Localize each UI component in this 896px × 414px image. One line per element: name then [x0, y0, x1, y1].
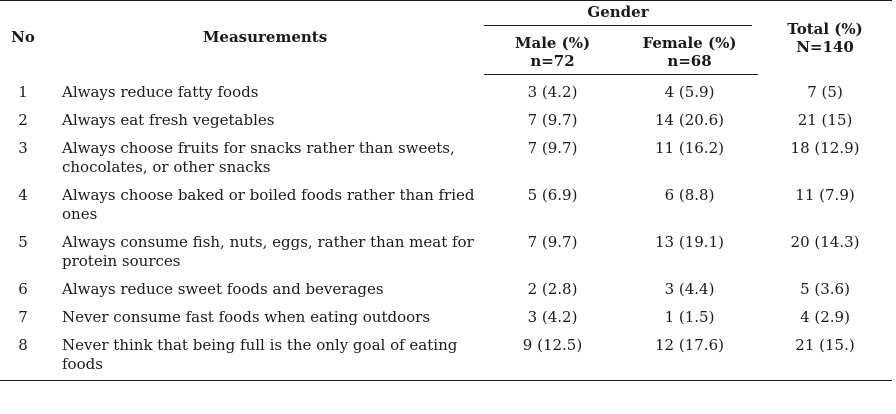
cell-no: 7	[18, 308, 28, 326]
table-header	[0, 1, 892, 75]
cell-measurement: Always choose baked or boiled foods rather than fried ones	[62, 186, 475, 223]
cell-female: 6 (8.8)	[664, 186, 715, 204]
cell-no: 3	[18, 139, 28, 157]
cell-total: 18 (12.9)	[790, 139, 860, 157]
table-row	[0, 181, 892, 228]
cell-no: 2	[18, 111, 28, 129]
cell-total: 5 (3.6)	[800, 280, 850, 298]
header-female-label: Female (%)	[642, 34, 737, 52]
cell-no: 1	[18, 82, 28, 101]
cell-female: 14 (20.6)	[655, 111, 724, 129]
table-row	[0, 106, 892, 134]
cell-male: 9 (12.5)	[484, 331, 621, 381]
cell-measurement: Always eat fresh vegetables	[62, 111, 275, 129]
header-total-n: N=140	[796, 37, 854, 56]
cell-measurement: Never consume fast foods when eating outdoors	[62, 308, 431, 326]
header-measurements: Measurements	[46, 1, 484, 75]
cell-measurement: Always consume fish, nuts, eggs, rather than meat for protein sources	[62, 233, 474, 270]
cell-male: 7 (9.7)	[527, 233, 578, 251]
header-male	[484, 29, 621, 75]
header-male-label: Male (%)	[514, 34, 591, 52]
cell-measurement: Never think that being full is the only goal of eating foods	[46, 331, 484, 381]
header-total-label: Total (%)	[787, 19, 863, 38]
cell-no: 5	[18, 233, 28, 251]
table-row	[0, 75, 892, 107]
table-row	[0, 303, 892, 331]
header-female-n: n=68	[667, 52, 712, 70]
cell-total: 11 (7.9)	[795, 186, 855, 204]
cell-total: 20 (14.3)	[790, 233, 860, 251]
cell-female: 11 (16.2)	[655, 139, 724, 157]
table-row	[0, 275, 892, 303]
cell-female: 3 (4.4)	[664, 280, 715, 298]
table-row	[0, 228, 892, 275]
cell-measurement: Always reduce sweet foods and beverages	[62, 280, 384, 298]
cell-male: 7 (9.7)	[527, 139, 578, 157]
header-total	[758, 1, 892, 75]
header-male-n: n=72	[530, 52, 575, 70]
cell-total: 21 (15.)	[758, 331, 892, 381]
cell-total: 4 (2.9)	[800, 308, 850, 326]
cell-total: 21 (15)	[797, 111, 853, 129]
header-gender	[484, 1, 758, 30]
cell-male: 7 (9.7)	[527, 111, 578, 129]
header-no: No	[0, 1, 46, 75]
cell-male: 3 (4.2)	[527, 308, 578, 326]
header-row-1	[0, 1, 892, 30]
cell-measurement: Always reduce fatty foods	[62, 82, 259, 101]
cell-male: 2 (2.8)	[527, 280, 578, 298]
cell-female: 1 (1.5)	[664, 308, 715, 326]
cell-no: 6	[18, 280, 28, 298]
table-row	[0, 331, 892, 381]
cell-measurement: Always choose fruits for snacks rather than sweets, chocolates, or other snacks	[62, 139, 455, 176]
cell-total: 7 (5)	[807, 82, 843, 101]
cell-male: 5 (6.9)	[527, 186, 578, 204]
header-female	[621, 29, 758, 75]
table-row	[0, 134, 892, 181]
table-body	[0, 75, 892, 381]
cell-female: 4 (5.9)	[664, 83, 715, 101]
cell-no: 4	[18, 186, 28, 204]
cell-female: 12 (17.6)	[621, 331, 758, 381]
header-gender-label: Gender	[587, 3, 649, 21]
cell-male: 3 (4.2)	[527, 83, 578, 101]
cell-female: 13 (19.1)	[655, 233, 724, 251]
cell-no: 8	[0, 331, 46, 381]
